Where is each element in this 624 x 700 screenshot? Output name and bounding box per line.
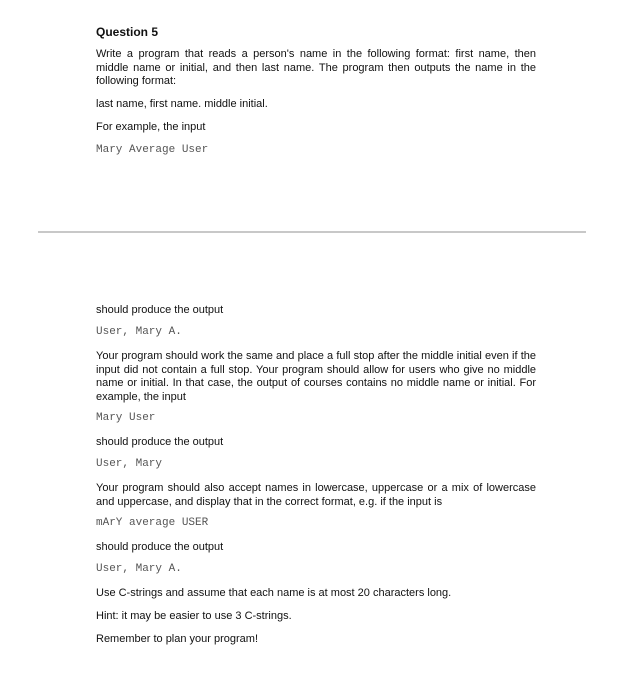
example1-output: User, Mary A. [96, 326, 182, 338]
example3-output: User, Mary A. [96, 563, 182, 575]
format-line: last name, first name. middle initial. [96, 98, 268, 110]
paragraph-2: Your program should work the same and place a full stop after the middle initial even if the input did not contain a full stop. Your program should allow for users who give no middle name or initial. In that case, the output of courses contains no middle name or initial. For example, the input [96, 350, 536, 403]
page-divider [38, 231, 586, 233]
example2-output: User, Mary [96, 458, 163, 470]
paragraph-3: Your program should also accept names in lowercase, uppercase or a mix of lowercase and uppercase, and display that in the correct format, e.g. if the input is [96, 482, 536, 508]
hint-text: Hint: it may be easier to use 3 C-strings. [96, 610, 292, 622]
intro-paragraph: Write a program that reads a person's name in the following format: first name, then middle name or initial, and then last name. The program then outputs the name in the following format: [96, 48, 536, 87]
example1-input: Mary Average User [96, 144, 209, 156]
example2-input: Mary User [96, 412, 156, 424]
question-heading: Question 5 [96, 25, 159, 39]
cstrings-instruction: Use C-strings and assume that each name is at most 20 characters long. [96, 587, 452, 599]
reminder-text: Remember to plan your program! [96, 633, 259, 645]
produce-text-1: should produce the output [96, 304, 224, 316]
produce-text-3: should produce the output [96, 541, 224, 553]
produce-text-2: should produce the output [96, 436, 224, 448]
example-intro: For example, the input [96, 121, 206, 133]
example3-input: mArY average USER [96, 517, 209, 529]
